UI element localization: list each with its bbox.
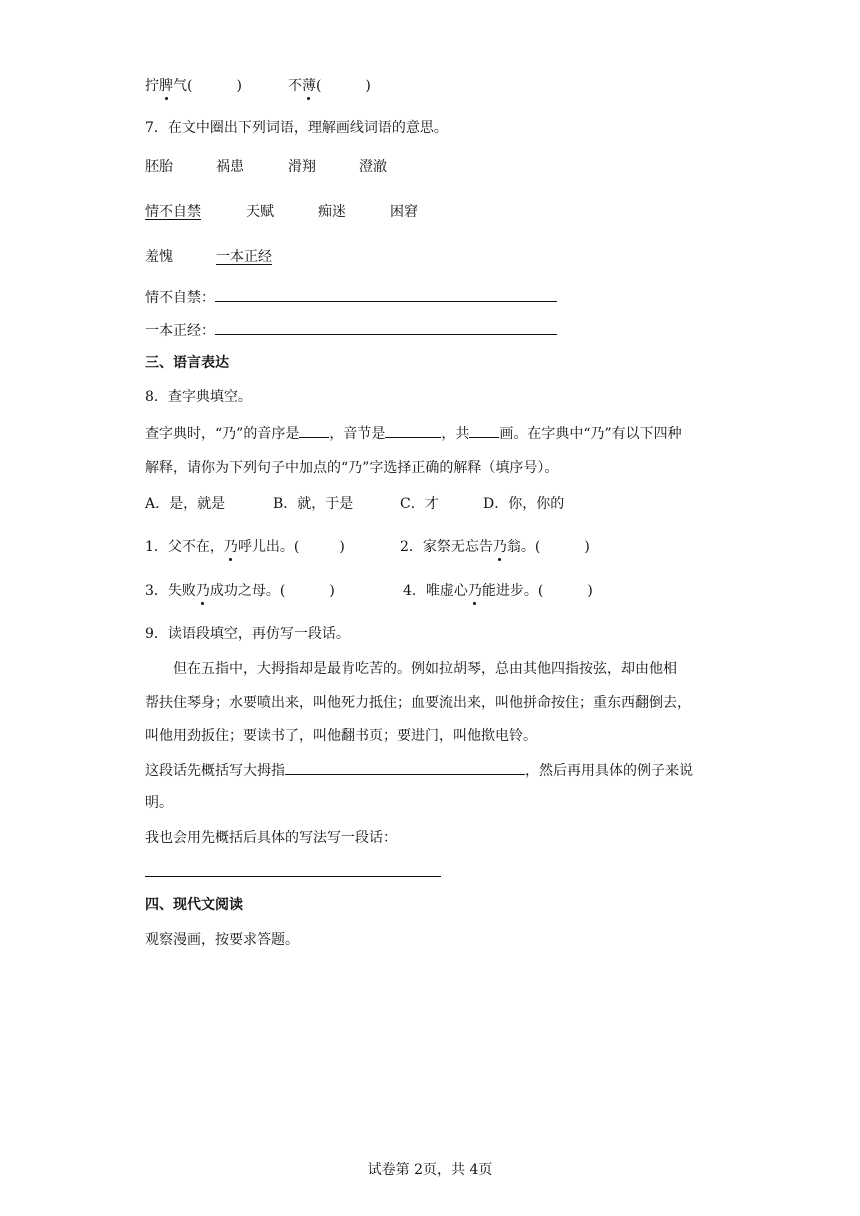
answer-label: 一本正经： — [145, 323, 215, 339]
q8-option: B．就，于是 — [273, 496, 354, 512]
q7-title: 7．在文中圈出下列词语，理解画线词语的意思。 — [145, 120, 448, 136]
q9-blank[interactable] — [285, 760, 525, 775]
text: 1．父不在， — [145, 539, 224, 555]
answer-blank[interactable] — [215, 320, 557, 335]
page-footer: 试卷第 2页，共 4页 — [367, 1162, 493, 1178]
q7-word: 羞愧 — [145, 249, 173, 265]
answer-label: 情不自禁： — [145, 290, 215, 306]
q8-line-1 — [145, 423, 682, 444]
text: 查字典时，“乃”的音序是 — [145, 426, 300, 442]
q8-line-2: 解释，请你为下列句子中加点的“乃”字选择正确的解释（填序号）。 — [145, 460, 559, 476]
q7-word: 天赋 — [246, 204, 274, 220]
q8-title: 8．查字典填空。 — [145, 389, 252, 405]
q7-word-underlined: 情不自禁 — [145, 204, 201, 220]
q9-fill-line — [145, 760, 693, 781]
q9-passage-line-2: 帮扶住琴身；水要喷出来，叫他死力抵住；血要流出来，叫他拼命按住；重东西翻倒去， — [145, 695, 691, 711]
text: 成功之母。( — [209, 583, 286, 599]
q8-sentence-3 — [145, 581, 335, 601]
q8-option: C．才 — [400, 496, 439, 512]
q9-fill-line-2: 明。 — [145, 795, 173, 811]
blank-bihua[interactable] — [469, 423, 499, 438]
q9-imitate-prompt: 我也会用先概括后具体的写法写一段话： — [145, 830, 397, 846]
paren-close: ) — [339, 539, 345, 555]
dotted-char: 脾 — [159, 78, 173, 94]
q9-passage-line-1: 但在五指中，大拇指却是最肯吃苦的。例如拉胡琴，总由其他四指按弦，却由他相 — [173, 661, 677, 677]
q7-answer-2 — [145, 320, 557, 341]
text: 3．失败 — [145, 583, 196, 599]
q7-word: 滑翔 — [288, 159, 316, 175]
q8-sentence-4 — [403, 581, 593, 601]
dotted-char: 乃 — [492, 539, 507, 555]
paren-close: ) — [587, 583, 593, 599]
q9-title: 9．读语段填空，再仿写一段话。 — [145, 626, 350, 642]
q7-answer-1 — [145, 287, 557, 308]
text: 能进步。( — [481, 583, 544, 599]
text: 2．家祭无忘告 — [400, 539, 493, 555]
section-3-title: 三、语言表达 — [145, 355, 229, 371]
q6-tail-line — [145, 76, 371, 96]
blank-yinjie[interactable] — [385, 423, 441, 438]
word-part: 气( — [173, 78, 193, 94]
text: 画。在字典中“乃”有以下四种 — [499, 426, 682, 442]
text: 呼儿出。( — [237, 539, 300, 555]
word-part: 拧 — [145, 78, 159, 94]
word-part: 不 — [287, 78, 302, 94]
q7-word: 祸患 — [216, 159, 244, 175]
paren-close: ) — [584, 539, 590, 555]
text: ，然后再用具体的例子来说 — [525, 763, 693, 779]
text: 翁。( — [506, 539, 541, 555]
paren-close: ) — [236, 78, 242, 94]
q9-passage-line-3: 叫他用劲扳住；要读书了，叫他翻书页；要进门，叫他揿电铃。 — [145, 728, 537, 744]
q7-word: 澄澈 — [359, 159, 387, 175]
q7-word-underlined: 一本正经 — [216, 249, 272, 265]
answer-blank[interactable] — [215, 287, 557, 302]
q7-word: 困窘 — [390, 204, 418, 220]
text: 这段话先概括写大拇指 — [145, 763, 285, 779]
paren-close: ) — [329, 583, 335, 599]
q10-title: 观察漫画，按要求答题。 — [145, 932, 299, 948]
q8-sentence-2 — [400, 537, 590, 557]
blank-yinxu[interactable] — [299, 423, 329, 438]
q8-sentence-1 — [145, 537, 345, 557]
paren-close: ) — [365, 78, 371, 94]
dotted-char: 乃 — [195, 583, 210, 599]
text: ，共 — [441, 426, 470, 442]
word-part: ( — [315, 78, 322, 94]
q8-option: D．你，你的 — [483, 496, 565, 512]
dotted-char: 薄 — [301, 78, 316, 94]
q7-word: 痴迷 — [318, 204, 346, 220]
dotted-char: 乃 — [223, 539, 238, 555]
q9-answer-line[interactable] — [145, 862, 441, 877]
q7-word: 胚胎 — [145, 159, 173, 175]
text: ，音节是 — [329, 426, 386, 442]
q8-option: A．是，就是 — [145, 496, 226, 512]
dotted-char: 乃 — [467, 583, 482, 599]
text: 4．唯虚心 — [403, 583, 468, 599]
section-4-title: 四、现代文阅读 — [145, 897, 243, 913]
